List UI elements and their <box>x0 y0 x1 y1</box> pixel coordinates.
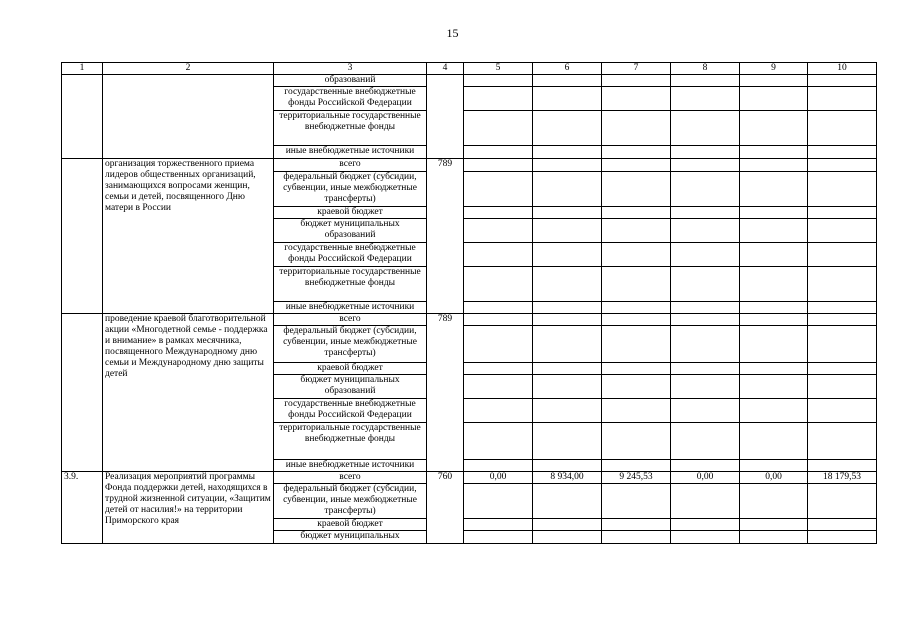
value-cell <box>602 519 671 531</box>
value-cell <box>533 399 602 423</box>
value-cell <box>740 326 808 363</box>
value-cell <box>464 423 533 460</box>
value-cell <box>533 326 602 363</box>
value-cell <box>808 423 877 460</box>
value-cell <box>808 172 877 207</box>
value-cell <box>533 519 602 531</box>
funding-source: федеральный бюджет (субсидии, субвенции, иные межбюджетные трансферты) <box>274 484 427 519</box>
value-cell <box>808 302 877 314</box>
value-cell <box>808 75 877 87</box>
header-cell: 1 <box>62 63 103 75</box>
value-cell: 9 245,53 <box>602 472 671 484</box>
value-cell <box>533 111 602 146</box>
value-cell <box>671 363 740 375</box>
value-cell <box>740 399 808 423</box>
value-cell <box>464 375 533 399</box>
value-cell <box>464 267 533 302</box>
value-cell <box>533 302 602 314</box>
header-cell: 4 <box>427 63 464 75</box>
value-cell <box>602 484 671 519</box>
value-cell <box>671 302 740 314</box>
value-cell <box>533 243 602 267</box>
value-cell <box>464 460 533 472</box>
value-cell <box>602 267 671 302</box>
value-cell <box>533 87 602 111</box>
value-cell <box>533 531 602 544</box>
row-code <box>62 314 103 472</box>
value-cell <box>464 363 533 375</box>
value-cell <box>740 146 808 159</box>
funding-source: краевой бюджет <box>274 207 427 219</box>
value-cell <box>533 314 602 326</box>
value-cell <box>740 87 808 111</box>
value-cell <box>533 375 602 399</box>
header-cell: 5 <box>464 63 533 75</box>
header-cell: 8 <box>671 63 740 75</box>
funding-source: краевой бюджет <box>274 519 427 531</box>
value-cell <box>464 243 533 267</box>
value-cell <box>464 399 533 423</box>
value-cell <box>602 75 671 87</box>
funding-source: государственные внебюджетные фонды Российской Федерации <box>274 243 427 267</box>
row-code <box>62 75 103 159</box>
value-cell <box>740 172 808 207</box>
value-cell <box>464 314 533 326</box>
funding-source: иные внебюджетные источники <box>274 146 427 159</box>
value-cell <box>740 243 808 267</box>
value-cell <box>740 314 808 326</box>
budget-table <box>61 62 877 544</box>
value-cell <box>808 219 877 243</box>
value-cell <box>602 314 671 326</box>
activity-name: проведение краевой благотворительной акции «Многодетной семье - поддержка и внимание» в рамках месячника, посвященного Международному дню семьи и Международному дню защиты детей <box>103 314 274 472</box>
value-cell <box>671 243 740 267</box>
value-cell <box>808 484 877 519</box>
value-cell <box>671 531 740 544</box>
value-cell <box>808 159 877 172</box>
value-cell <box>533 267 602 302</box>
value-cell <box>740 302 808 314</box>
activity-name: организация торжественного приема лидеров общественных организаций, занимающихся вопросами женщин, семьи и детей, посвященного Дню матери в России <box>103 159 274 314</box>
value-cell <box>602 363 671 375</box>
value-cell <box>533 146 602 159</box>
value-cell <box>533 484 602 519</box>
value-cell <box>671 207 740 219</box>
value-cell <box>602 326 671 363</box>
value-cell <box>671 375 740 399</box>
value-cell <box>671 219 740 243</box>
value-cell <box>671 460 740 472</box>
responsible-code: 789 <box>427 159 464 314</box>
value-cell <box>464 326 533 363</box>
value-cell <box>464 111 533 146</box>
value-cell <box>740 531 808 544</box>
value-cell <box>740 484 808 519</box>
value-cell <box>671 146 740 159</box>
funding-source: бюджет муниципальных образований <box>274 375 427 399</box>
table-row <box>62 314 877 326</box>
value-cell <box>808 243 877 267</box>
value-cell <box>808 326 877 363</box>
value-cell <box>740 267 808 302</box>
value-cell <box>808 314 877 326</box>
funding-source: всего <box>274 159 427 172</box>
activity-name <box>103 75 274 159</box>
funding-source: территориальные государственные внебюджетные фонды <box>274 423 427 460</box>
value-cell <box>671 423 740 460</box>
value-cell <box>602 219 671 243</box>
value-cell <box>464 207 533 219</box>
row-code: 3.9. <box>62 472 103 544</box>
value-cell <box>808 87 877 111</box>
value-cell <box>808 519 877 531</box>
value-cell <box>740 159 808 172</box>
header-cell: 10 <box>808 63 877 75</box>
value-cell <box>533 172 602 207</box>
funding-source: федеральный бюджет (субсидии, субвенции, иные межбюджетные трансферты) <box>274 326 427 363</box>
value-cell <box>464 302 533 314</box>
value-cell <box>740 423 808 460</box>
value-cell <box>740 375 808 399</box>
value-cell <box>602 531 671 544</box>
header-cell: 9 <box>740 63 808 75</box>
value-cell <box>533 460 602 472</box>
value-cell <box>808 363 877 375</box>
value-cell <box>808 111 877 146</box>
value-cell <box>464 484 533 519</box>
value-cell <box>740 363 808 375</box>
funding-source: краевой бюджет <box>274 363 427 375</box>
value-cell <box>602 159 671 172</box>
header-row <box>62 63 877 75</box>
value-cell: 0,00 <box>671 472 740 484</box>
header-cell: 3 <box>274 63 427 75</box>
value-cell <box>671 159 740 172</box>
value-cell <box>671 326 740 363</box>
value-cell <box>671 484 740 519</box>
value-cell <box>602 375 671 399</box>
value-cell: 0,00 <box>464 472 533 484</box>
value-cell <box>533 423 602 460</box>
value-cell <box>464 87 533 111</box>
value-cell <box>740 75 808 87</box>
funding-source: всего <box>274 314 427 326</box>
value-cell <box>808 267 877 302</box>
funding-source: образований <box>274 75 427 87</box>
funding-source: государственные внебюджетные фонды Российской Федерации <box>274 399 427 423</box>
value-cell <box>808 146 877 159</box>
funding-source: территориальные государственные внебюджетные фонды <box>274 267 427 302</box>
value-cell <box>740 207 808 219</box>
value-cell <box>464 159 533 172</box>
responsible-code: 760 <box>427 472 464 544</box>
value-cell <box>671 172 740 207</box>
header-cell: 6 <box>533 63 602 75</box>
activity-name: Реализация мероприятий программы Фонда поддержки детей, находящихся в трудной жизненной ситуации, «Защитим детей от насилия!» на территории Приморского края <box>103 472 274 544</box>
value-cell <box>533 219 602 243</box>
value-cell <box>533 159 602 172</box>
value-cell: 18 179,53 <box>808 472 877 484</box>
value-cell <box>464 219 533 243</box>
funding-source: бюджет муниципальных образований <box>274 219 427 243</box>
value-cell <box>808 375 877 399</box>
value-cell <box>602 207 671 219</box>
value-cell <box>740 111 808 146</box>
value-cell <box>464 531 533 544</box>
value-cell <box>464 146 533 159</box>
responsible-code: 789 <box>427 314 464 472</box>
value-cell: 0,00 <box>740 472 808 484</box>
responsible-code <box>427 75 464 159</box>
value-cell <box>740 219 808 243</box>
row-code <box>62 159 103 314</box>
value-cell <box>533 75 602 87</box>
value-cell <box>602 87 671 111</box>
header-cell: 2 <box>103 63 274 75</box>
page-number: 15 <box>446 26 459 40</box>
value-cell <box>533 363 602 375</box>
funding-source: территориальные государственные внебюджетные фонды <box>274 111 427 146</box>
table-row <box>62 472 877 484</box>
value-cell <box>464 75 533 87</box>
value-cell <box>808 460 877 472</box>
value-cell <box>602 243 671 267</box>
value-cell <box>671 399 740 423</box>
value-cell <box>464 172 533 207</box>
value-cell <box>740 519 808 531</box>
value-cell <box>740 460 808 472</box>
value-cell <box>671 267 740 302</box>
value-cell <box>671 519 740 531</box>
funding-source: бюджет муниципальных <box>274 531 427 544</box>
table-row <box>62 159 877 172</box>
funding-source: иные внебюджетные источники <box>274 302 427 314</box>
value-cell <box>671 75 740 87</box>
funding-source: федеральный бюджет (субсидии, субвенции, иные межбюджетные трансферты) <box>274 172 427 207</box>
value-cell <box>602 302 671 314</box>
funding-source: иные внебюджетные источники <box>274 460 427 472</box>
value-cell <box>464 519 533 531</box>
table-row <box>62 75 877 87</box>
value-cell <box>671 314 740 326</box>
header-cell: 7 <box>602 63 671 75</box>
value-cell <box>602 146 671 159</box>
value-cell: 8 934,00 <box>533 472 602 484</box>
value-cell <box>808 399 877 423</box>
value-cell <box>533 207 602 219</box>
value-cell <box>602 172 671 207</box>
funding-source: государственные внебюджетные фонды Российской Федерации <box>274 87 427 111</box>
value-cell <box>808 207 877 219</box>
funding-source: всего <box>274 472 427 484</box>
value-cell <box>602 111 671 146</box>
value-cell <box>671 87 740 111</box>
value-cell <box>602 399 671 423</box>
value-cell <box>671 111 740 146</box>
value-cell <box>602 460 671 472</box>
value-cell <box>602 423 671 460</box>
value-cell <box>808 531 877 544</box>
